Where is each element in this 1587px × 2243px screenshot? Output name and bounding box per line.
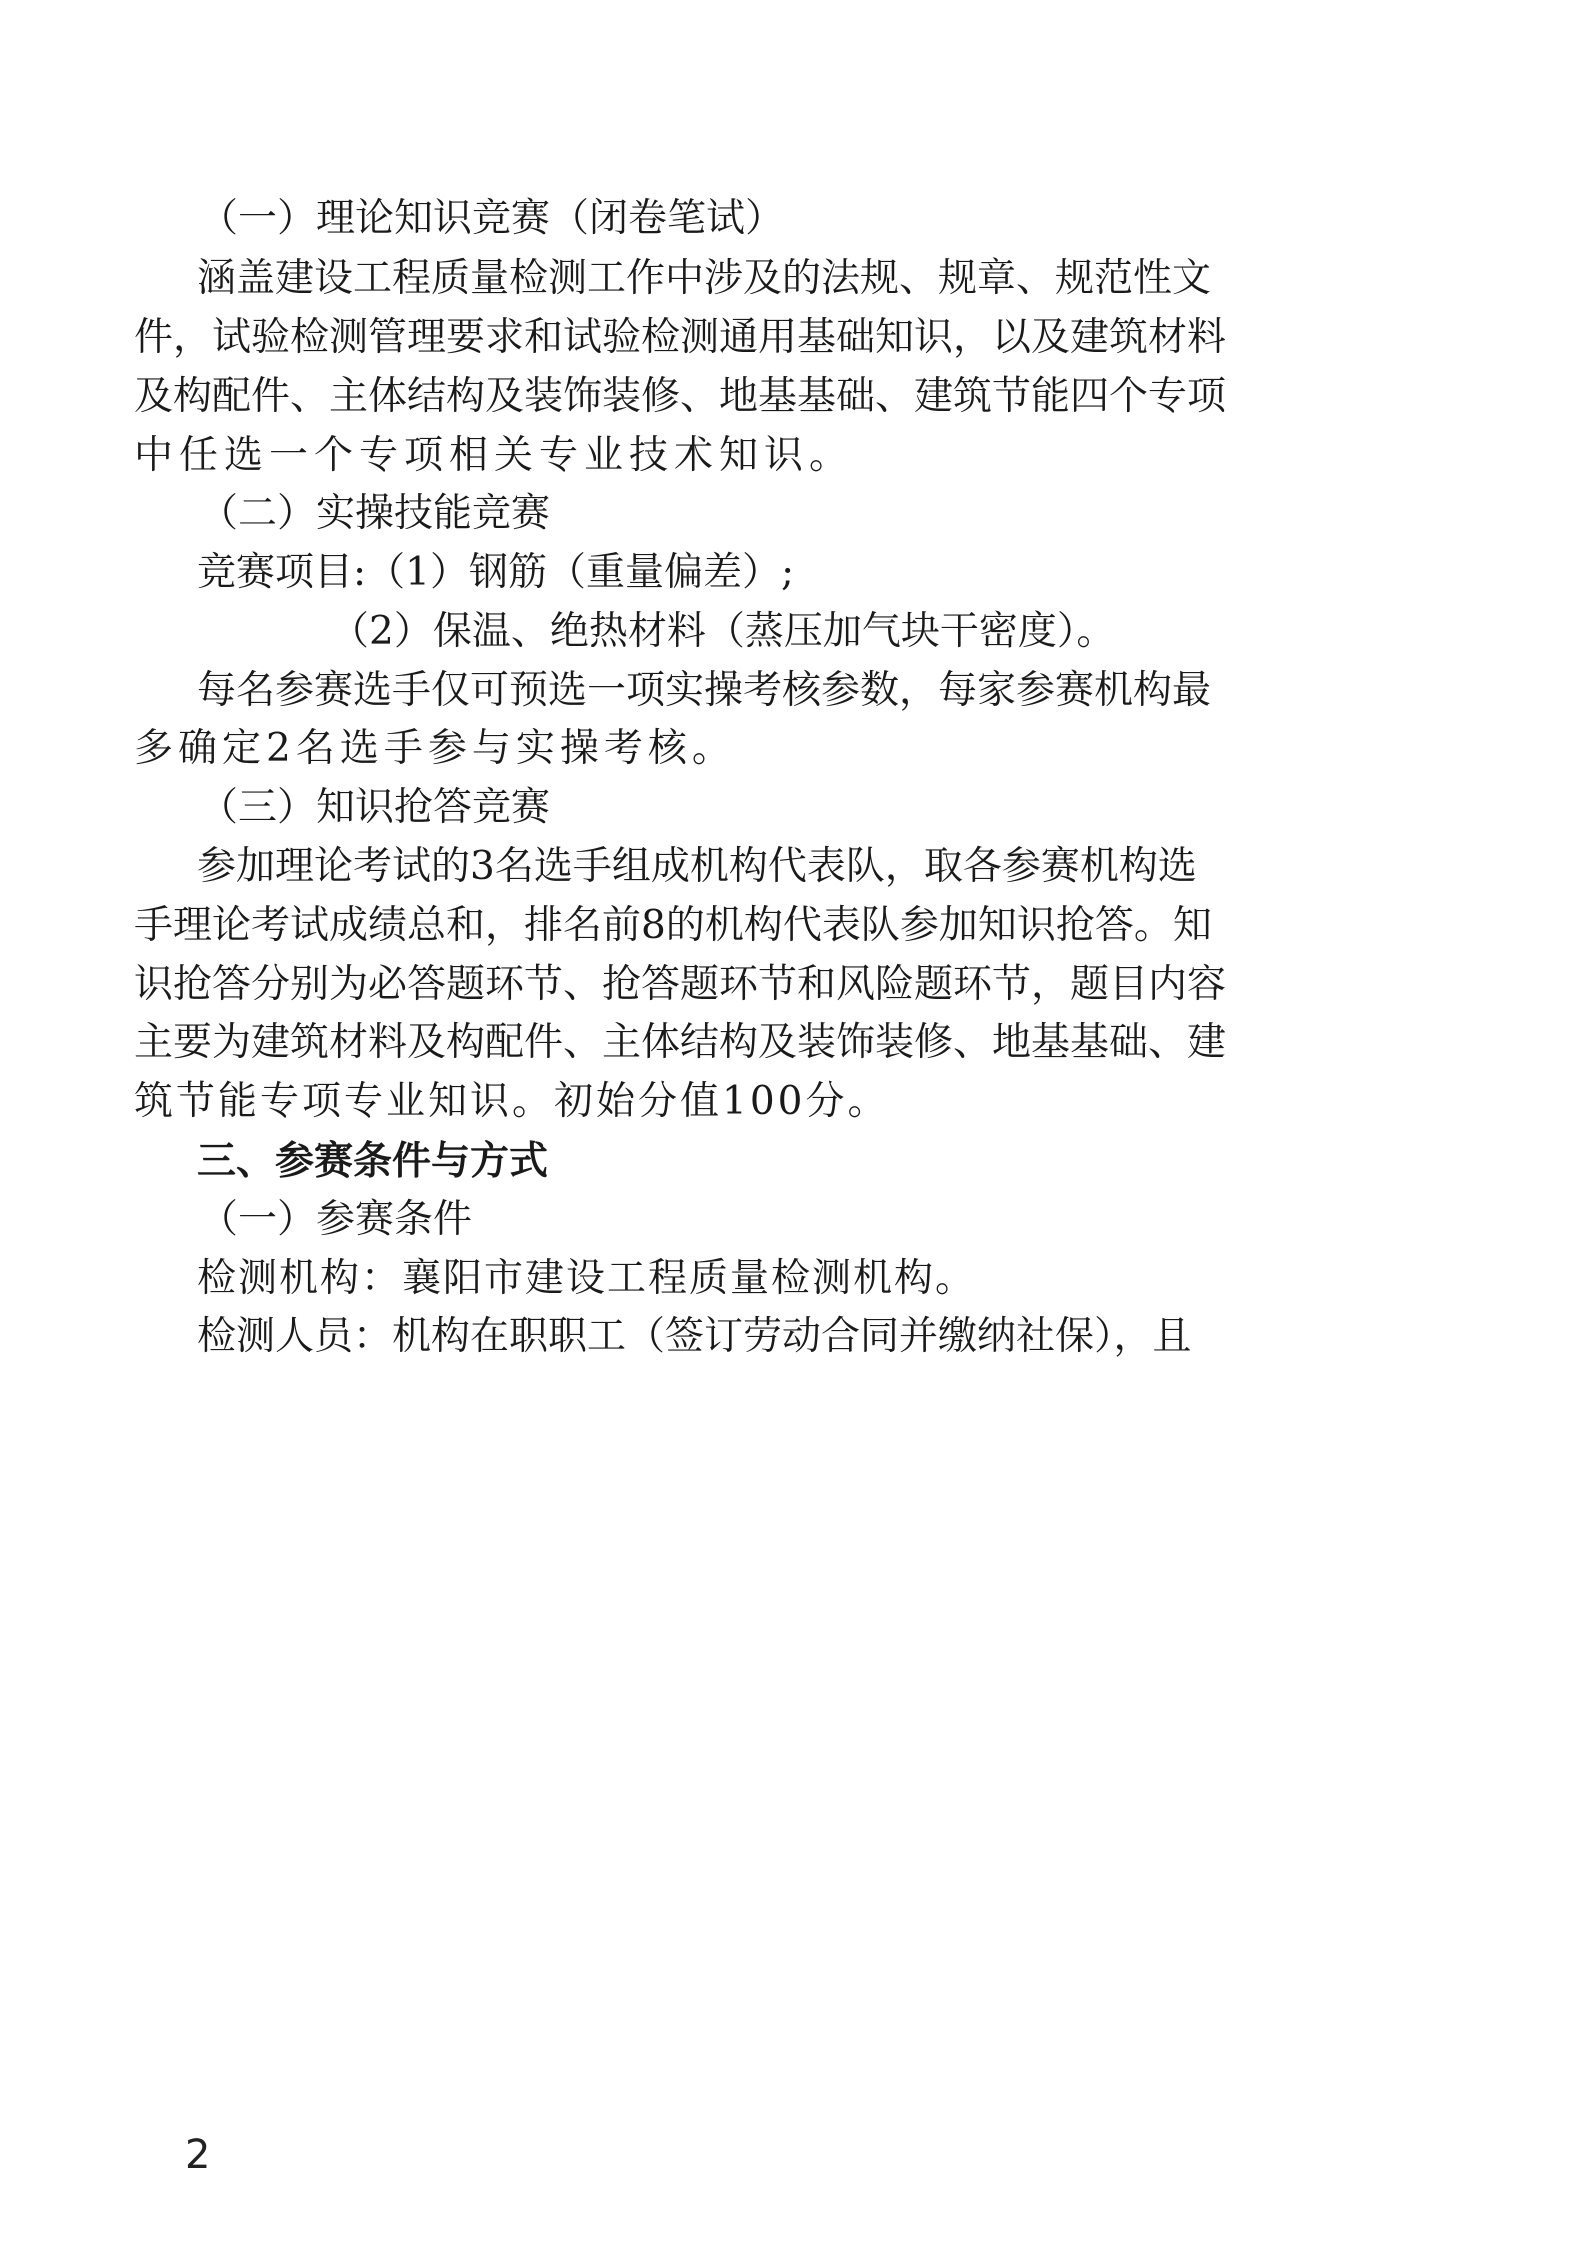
- paragraph-line: 筑节能专项专业知识。初始分值100分。: [134, 1079, 890, 1124]
- paragraph-line: 多确定2名选手参与实操考核。: [134, 726, 736, 771]
- subheading-conditions: （一）参赛条件: [199, 1197, 473, 1242]
- competition-item-1: 竞赛项目:（1）钢筋（重量偏差）;: [197, 550, 795, 595]
- heading-practical-competition: （二）实操技能竞赛: [199, 491, 551, 536]
- paragraph-line: 主要为建筑材料及构配件、主体结构及装饰装修、地基基础、建: [134, 1020, 1227, 1065]
- paragraph-line: 检测人员：机构在职职工（签订劳动合同并缴纳社保），且: [197, 1314, 1192, 1359]
- paragraph-line: 识抢答分别为必答题环节、抢答题环节和风险题环节，题目内容: [134, 962, 1227, 1007]
- paragraph-line: 及构配件、主体结构及装饰装修、地基基础、建筑节能四个专项: [134, 374, 1227, 419]
- paragraph-line: 每名参赛选手仅可预选一项实操考核参数，每家参赛机构最: [197, 668, 1212, 713]
- paragraph-line: 涵盖建设工程质量检测工作中涉及的法规、规章、规范性文: [197, 256, 1212, 301]
- competition-item-2: （2）保温、绝热材料（蒸压加气块干密度）。: [330, 609, 1116, 654]
- heading-theory-competition: （一）理论知识竞赛（闭卷笔试）: [199, 196, 785, 241]
- page-number: 2: [185, 2132, 211, 2178]
- heading-participation-conditions: 三、参赛条件与方式: [197, 1138, 549, 1184]
- heading-quiz-competition: （三）知识抢答竞赛: [199, 785, 551, 830]
- paragraph-line: 手理论考试成绩总和，排名前8的机构代表队参加知识抢答。知: [134, 903, 1212, 948]
- paragraph-line: 中任选一个专项相关专业技术知识。: [134, 433, 855, 478]
- paragraph-line: 参加理论考试的3名选手组成机构代表队，取各参赛机构选: [197, 844, 1197, 889]
- paragraph-line: 检测机构：襄阳市建设工程质量检测机构。: [197, 1256, 977, 1301]
- paragraph-line: 件，试验检测管理要求和试验检测通用基础知识，以及建筑材料: [134, 315, 1227, 360]
